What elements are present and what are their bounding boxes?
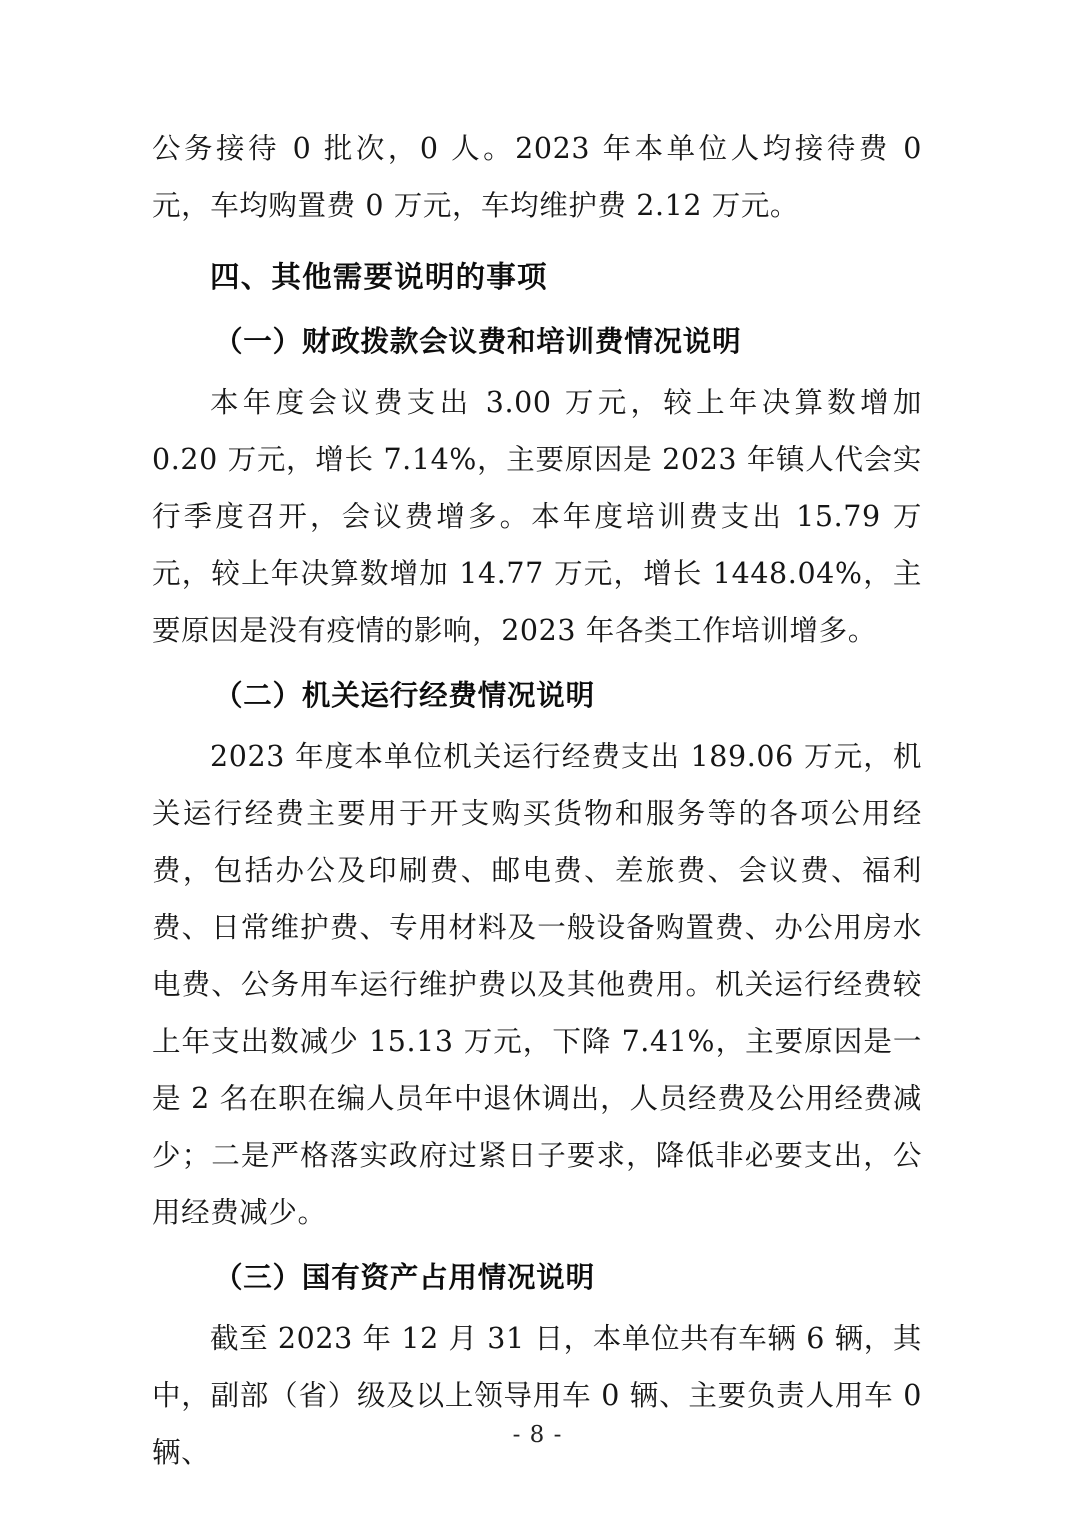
heading-section-four: 四、其他需要说明的事项: [210, 259, 548, 294]
paragraph-meeting-training-expense: 本年度会议费支出 3.00 万元，较上年决算数增加 0.20 万元，增长 7.14%，主要原因是 2023 年镇人代会实行季度召开，会议费增多。本年度培训费支出 15.79 万元，较上年决算数增加 14.77 万元，增长 1448.04%，主要原因是没有疫情的影响，2023 年各类工作培训增多。: [152, 386, 922, 647]
paragraph-state-assets: 截至 2023 年 12 月 31 日，本单位共有车辆 6 辆，其中，副部（省）级及以上领导用车 0 辆、主要负责人用车 0 辆、: [152, 1322, 922, 1469]
page-content: [152, 120, 922, 1481]
paragraph-operating-expense: 2023 年度本单位机关运行经费支出 189.06 万元，机关运行经费主要用于开支购买货物和服务等的各项公用经费，包括办公及印刷费、邮电费、差旅费、会议费、福利费、日常维护费、专用材料及一般设备购置费、办公用房水电费、公务用车运行维护费以及其他费用。机关运行经费较上年支出数减少 15.13 万元，下降 7.41%，主要原因是一是 2 名在职在编人员年中退休调出，人员经费及公用经费减少；二是严格落实政府过紧日子要求，降低非必要支出，公用经费减少。: [152, 740, 922, 1229]
heading-subsection-three: （三）国有资产占用情况说明: [214, 1260, 595, 1294]
page-number-footer: - 8 -: [512, 1422, 563, 1448]
heading-subsection-one: （一）财政拨款会议费和培训费情况说明: [214, 324, 742, 358]
heading-subsection-two: （二）机关运行经费情况说明: [214, 678, 595, 712]
paragraph-vehicle-cost: 公务接待 0 批次，0 人。2023 年本单位人均接待费 0 元，车均购置费 0 万元，车均维护费 2.12 万元。: [152, 132, 922, 222]
